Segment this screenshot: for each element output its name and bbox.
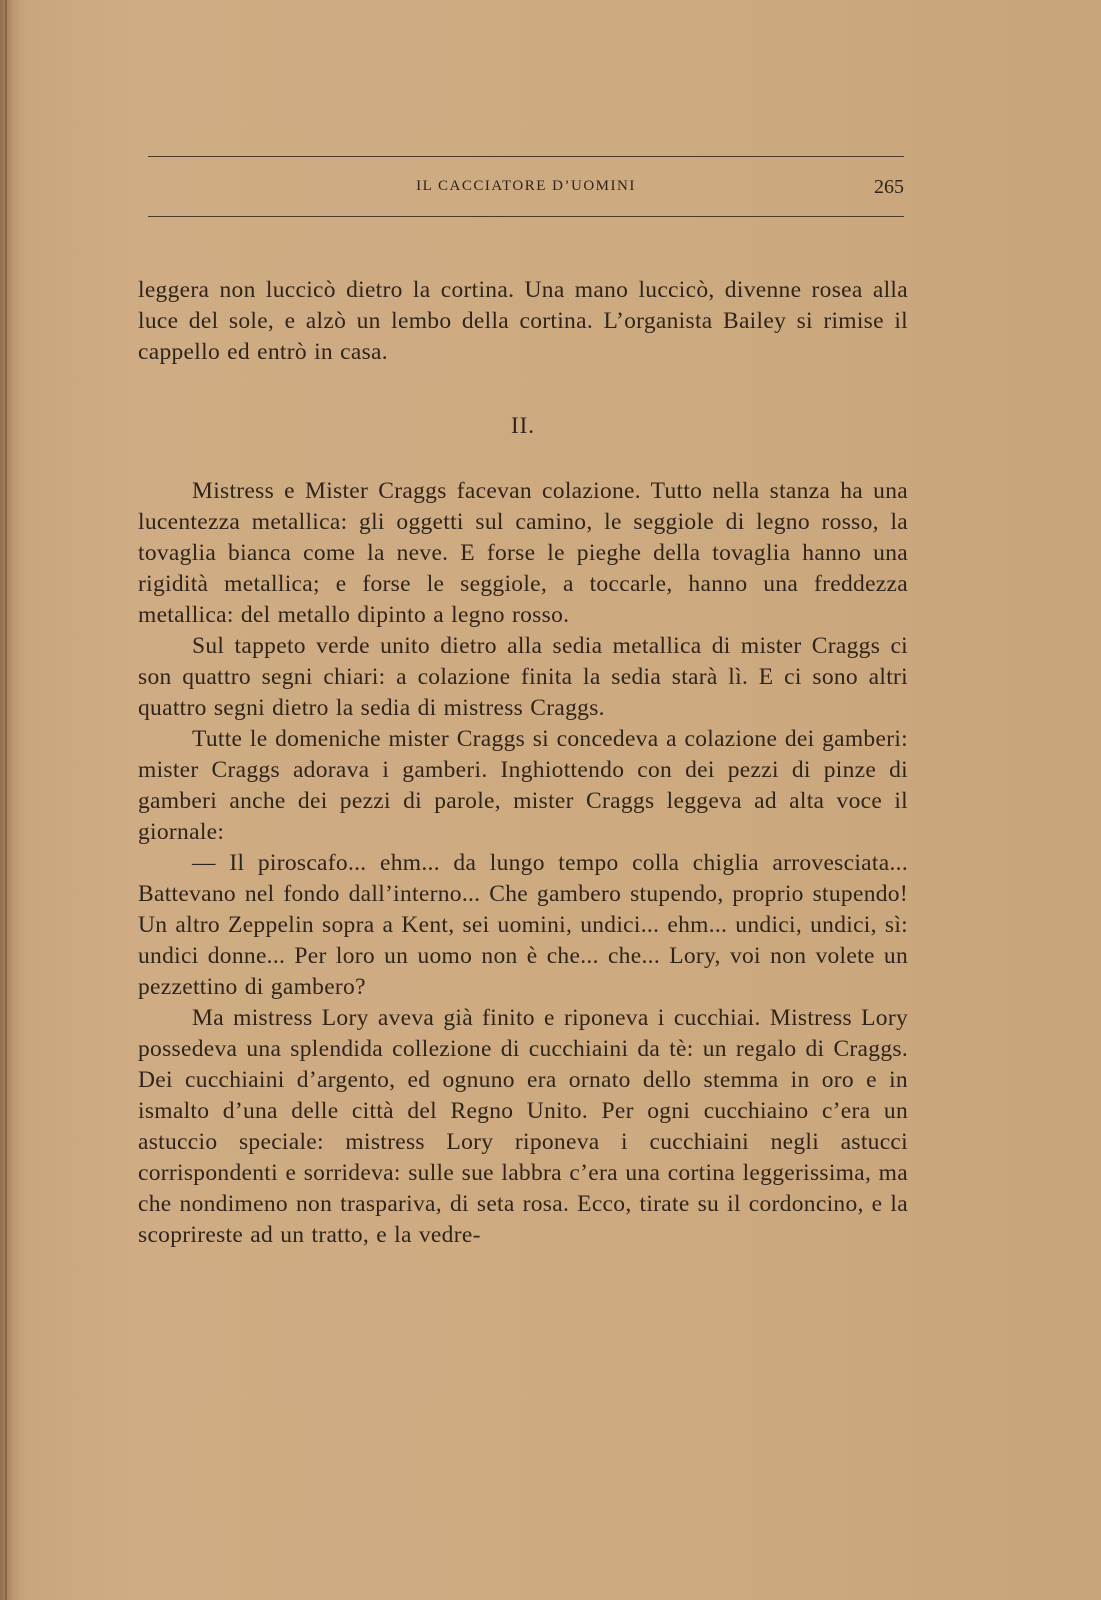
paragraph: Mistress e Mister Craggs facevan colazione. Tutto nella stanza ha una lucentezza metallica: gli oggetti sul camino, le seggiole di legno rosso, la tovaglia bianca come la neve. E forse le pieghe della tovaglia hanno una rigidità metallica; e forse le seggiole, a toccarle, hanno una freddezza metallica: del metallo dipinto a legno rosso. [138,478,908,628]
paragraph-continuation: leggera non luccicò dietro la cortina. Una mano luccicò, divenne rosea alla luce del sole, e alzò un lembo della cortina. L’organista Bailey si rimise il cappello ed entrò in casa. [138,277,908,365]
paragraph: Tutte le domeniche mister Craggs si concedeva a colazione dei gamberi: mister Craggs adorava i gamberi. Inghiottendo con dei pezzi di pinze di gamberi anche dei pezzi di parole, mister Craggs leggeva ad alta voce il giornale: [138,726,908,845]
running-title: IL CACCIATORE D’UOMINI [416,178,636,194]
paragraph: Sul tappeto verde unito dietro alla sedia metallica di mister Craggs ci son quattro segni chiari: a colazione finita la sedia starà lì. E ci sono altri quattro segni dietro la sedia di mistress Craggs. [138,633,908,721]
body-text [138,275,908,1251]
header-rule-bottom [148,216,904,217]
page-number: 265 [874,176,904,198]
book-spine-shadow [0,0,20,1600]
header-rule-top [148,156,904,157]
paragraph: Ma mistress Lory aveva già finito e riponeva i cucchiai. Mistress Lory possedeva una splendida collezione di cucchiaini da tè: un regalo di Craggs. Dei cucchiaini d’argento, ed ognuno era ornato dello stemma in oro e in ismalto d’una delle città del Regno Unito. Per ogni cucchiaino c’era un astuccio speciale: mistress Lory riponeva i cucchiaini negli astucci corrispondenti e sorrideva: sulle sue labbra c’era una cortina leggerissima, ma che nondimeno non traspariva, di seta rosa. Ecco, tirate su il cordoncino, e la scoprireste ad un tratto, e la vedre- [138,1005,908,1248]
binding-edge [5,0,7,1600]
section-number: II. [510,413,536,438]
running-head [148,176,904,202]
paragraph-dialogue: — Il piroscafo... ehm... da lungo tempo colla chiglia arrovesciata... Battevano nel fondo dall’interno... Che gambero stupendo, proprio stupendo! Un altro Zeppelin sopra a Kent, sei uomini, undici... ehm... undici, undici, sì: undici donne... Per loro un uomo non è che... che... Lory, voi non volete un pezzettino di gambero? [138,850,908,1000]
